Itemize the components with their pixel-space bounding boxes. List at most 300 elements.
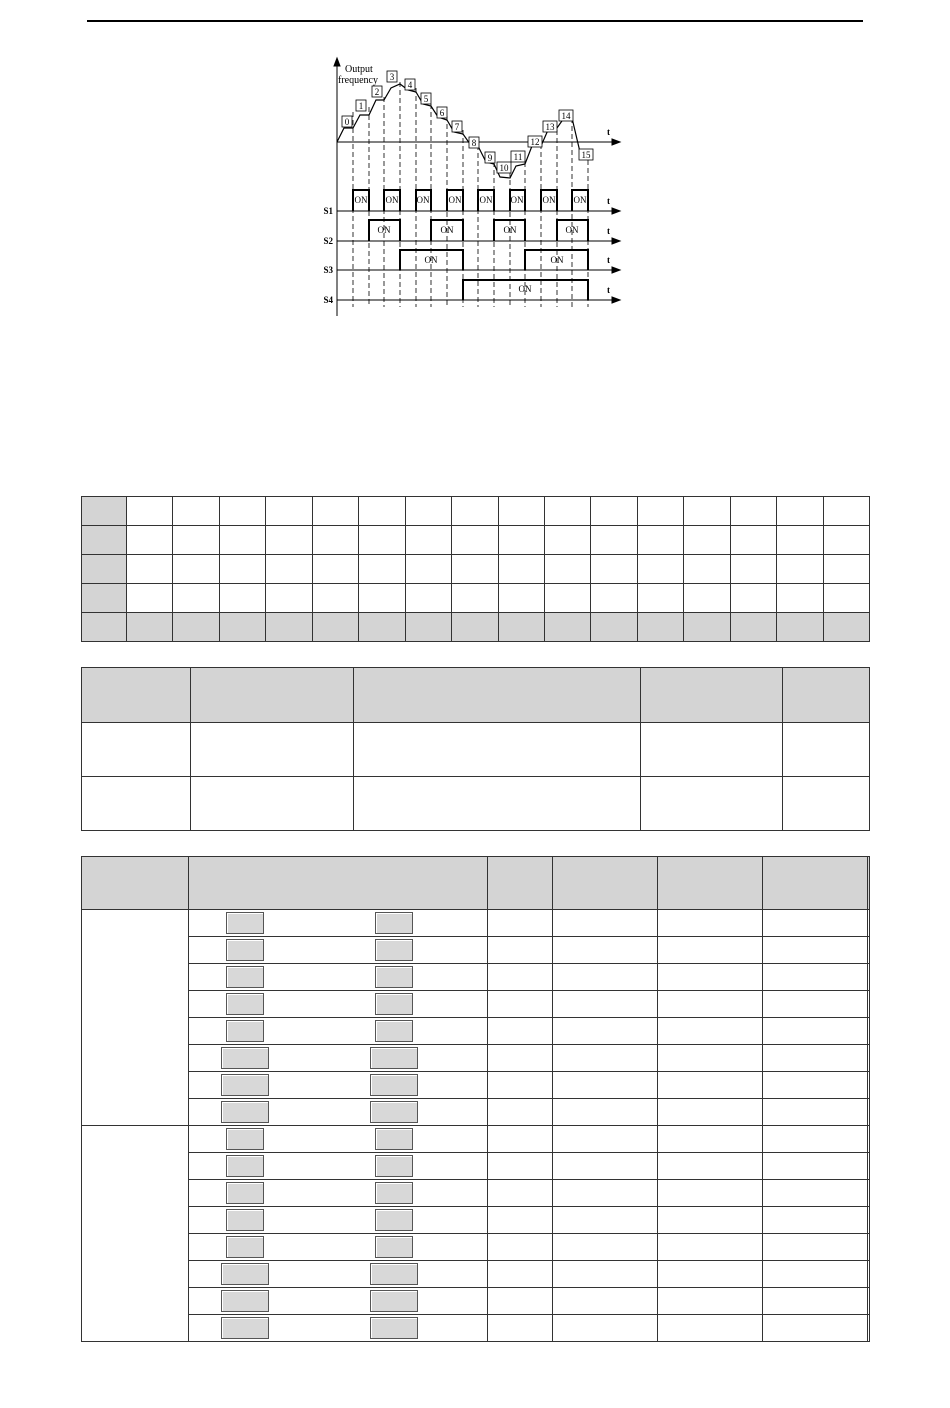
table-cell — [359, 584, 405, 613]
pulse-label: ON — [510, 195, 524, 205]
table-cell — [498, 584, 544, 613]
table-cell — [498, 497, 544, 526]
table-cell — [867, 910, 869, 937]
table-cell — [487, 1153, 552, 1180]
table-cell — [312, 526, 358, 555]
table-cell — [498, 526, 544, 555]
table-header-row — [82, 857, 870, 910]
table-cell — [552, 1045, 657, 1072]
key-button[interactable] — [375, 912, 413, 934]
table-header-cell — [191, 668, 354, 723]
table-cell — [552, 1234, 657, 1261]
table-cell — [762, 1126, 867, 1153]
table-cell — [173, 555, 219, 584]
pulse-label: ON — [565, 225, 579, 235]
key-button[interactable] — [221, 1101, 269, 1123]
table-cell — [544, 584, 590, 613]
table-row — [82, 1315, 870, 1342]
table-cell — [189, 1045, 302, 1072]
table-cell — [867, 1153, 869, 1180]
table-cell — [867, 964, 869, 991]
step-label: 7 — [454, 122, 460, 132]
table-header-cell — [657, 857, 762, 910]
pulse-label: ON — [518, 284, 532, 294]
step-label: 15 — [581, 150, 591, 160]
table-cell — [312, 555, 358, 584]
table-cell — [82, 526, 127, 555]
table-cell — [266, 584, 312, 613]
table-cell — [777, 526, 823, 555]
table-cell — [301, 964, 487, 991]
table-cell — [189, 964, 302, 991]
pulse-label: ON — [479, 195, 493, 205]
table-cell — [301, 1315, 487, 1342]
table-row — [82, 1288, 870, 1315]
table-cell — [591, 613, 637, 642]
table-cell — [266, 497, 312, 526]
time-label: t — [607, 226, 610, 236]
table-cell — [637, 497, 683, 526]
pulse-label: ON — [440, 225, 454, 235]
table-cell — [452, 613, 498, 642]
table-cell — [405, 497, 451, 526]
table-cell — [823, 497, 869, 526]
table-header-cell — [487, 857, 552, 910]
table-cell — [487, 1315, 552, 1342]
key-button[interactable] — [370, 1074, 418, 1096]
table-cell — [452, 497, 498, 526]
table-cell — [783, 723, 870, 777]
table-cell — [552, 1099, 657, 1126]
table-cell — [730, 584, 776, 613]
step-label: 6 — [439, 108, 445, 118]
key-button[interactable] — [226, 1182, 264, 1204]
table-cell — [127, 584, 173, 613]
table-cell — [189, 1072, 302, 1099]
signal-name-s2: S2 — [323, 236, 333, 246]
table-cell — [762, 1288, 867, 1315]
table-cell — [657, 1261, 762, 1288]
table-cell — [657, 1045, 762, 1072]
table-cell — [452, 555, 498, 584]
table-row — [82, 584, 870, 613]
table-header-cell — [762, 857, 867, 910]
table-cell — [552, 1288, 657, 1315]
table-cell — [657, 1099, 762, 1126]
table-row — [82, 497, 870, 526]
table-cell — [359, 555, 405, 584]
table-cell — [127, 526, 173, 555]
table-cell — [189, 1099, 302, 1126]
table-cell — [82, 497, 127, 526]
table-cell — [189, 1018, 302, 1045]
table-cell — [301, 1288, 487, 1315]
table-row — [82, 964, 870, 991]
pulse-label: ON — [354, 195, 368, 205]
key-button[interactable] — [221, 1317, 269, 1339]
table-row — [82, 777, 870, 831]
y-axis-label: Output — [345, 64, 373, 75]
table-row — [82, 1207, 870, 1234]
table-cell — [657, 910, 762, 937]
key-button[interactable] — [226, 1236, 264, 1258]
key-button[interactable] — [226, 1155, 264, 1177]
key-button[interactable] — [221, 1290, 269, 1312]
table-cell — [487, 1234, 552, 1261]
step-label: 8 — [471, 138, 477, 148]
table-cell — [301, 1072, 487, 1099]
table-cell — [867, 1315, 869, 1342]
pulse-label: ON — [503, 225, 517, 235]
table-cell — [219, 584, 265, 613]
table-cell — [552, 1153, 657, 1180]
keypad-parameter-table — [81, 856, 870, 1342]
table-cell — [867, 937, 869, 964]
table-cell — [354, 777, 641, 831]
table-cell — [867, 1072, 869, 1099]
table-cell — [266, 526, 312, 555]
step-number-labels — [342, 71, 593, 173]
table-cell — [762, 1207, 867, 1234]
table-cell — [189, 1126, 302, 1153]
table-cell — [762, 1234, 867, 1261]
s4-pulse-labels — [519, 284, 532, 294]
s1-pulse-labels — [355, 195, 587, 205]
table-cell — [359, 497, 405, 526]
table-cell — [191, 777, 354, 831]
table-cell — [762, 1018, 867, 1045]
table-cell — [487, 1261, 552, 1288]
table-cell — [657, 937, 762, 964]
key-button[interactable] — [375, 939, 413, 961]
step-signal-table — [81, 496, 870, 642]
key-button[interactable] — [221, 1263, 269, 1285]
key-button[interactable] — [226, 966, 264, 988]
s2-pulses — [369, 220, 588, 241]
table-cell — [359, 613, 405, 642]
table-cell — [405, 526, 451, 555]
table-cell — [730, 613, 776, 642]
table-cell — [762, 937, 867, 964]
table-cell — [173, 526, 219, 555]
table-cell — [867, 1099, 869, 1126]
key-button[interactable] — [370, 1101, 418, 1123]
table-cell — [487, 1072, 552, 1099]
time-label: t — [607, 127, 610, 137]
table-cell — [730, 526, 776, 555]
group-cell — [82, 1126, 189, 1342]
table-row — [82, 1180, 870, 1207]
pulse-label: ON — [385, 195, 399, 205]
table-cell — [867, 1180, 869, 1207]
step-label: 9 — [487, 153, 493, 163]
table-cell — [266, 613, 312, 642]
table-row — [82, 555, 870, 584]
table-cell — [641, 777, 783, 831]
key-button[interactable] — [226, 912, 264, 934]
table-cell — [301, 1126, 487, 1153]
table-cell — [82, 723, 191, 777]
table-cell — [405, 613, 451, 642]
table-cell — [867, 991, 869, 1018]
table-cell — [762, 964, 867, 991]
key-button[interactable] — [370, 1317, 418, 1339]
step-label: 10 — [499, 163, 509, 173]
table-cell — [657, 1018, 762, 1045]
step-label: 5 — [423, 94, 429, 104]
key-button[interactable] — [375, 966, 413, 988]
table-header-cell — [189, 857, 488, 910]
signal-name-s4: S4 — [323, 295, 333, 305]
table-cell — [219, 497, 265, 526]
table-cell — [783, 777, 870, 831]
table-cell — [189, 1234, 302, 1261]
table-cell — [552, 1315, 657, 1342]
table-cell — [684, 555, 730, 584]
time-label: t — [607, 196, 610, 206]
table-cell — [762, 1072, 867, 1099]
table-header-cell — [641, 668, 783, 723]
table-cell — [762, 991, 867, 1018]
table-cell — [189, 937, 302, 964]
key-button[interactable] — [370, 1263, 418, 1285]
time-label: t — [607, 285, 610, 295]
table-cell — [762, 910, 867, 937]
table-cell — [657, 1072, 762, 1099]
table-cell — [219, 555, 265, 584]
table-cell — [657, 964, 762, 991]
key-button[interactable] — [370, 1290, 418, 1312]
table-cell — [544, 526, 590, 555]
table-cell — [762, 1153, 867, 1180]
table-cell — [82, 555, 127, 584]
table-cell — [762, 1261, 867, 1288]
key-button[interactable] — [226, 1020, 264, 1042]
table-cell — [354, 723, 641, 777]
table-cell — [82, 777, 191, 831]
step-label: 12 — [530, 137, 540, 147]
table-header-cell — [82, 668, 191, 723]
table-cell — [219, 526, 265, 555]
table-cell — [657, 1288, 762, 1315]
table-cell — [487, 1099, 552, 1126]
table-cell — [487, 964, 552, 991]
key-button[interactable] — [375, 1128, 413, 1150]
table-cell — [823, 526, 869, 555]
table-cell — [487, 937, 552, 964]
key-button[interactable] — [375, 1020, 413, 1042]
table-cell — [684, 497, 730, 526]
table-cell — [487, 1045, 552, 1072]
table-cell — [657, 1234, 762, 1261]
table-row — [82, 937, 870, 964]
y-axis-arrow — [334, 58, 340, 66]
key-button[interactable] — [375, 1236, 413, 1258]
table-cell — [189, 1180, 302, 1207]
table-cell — [777, 497, 823, 526]
pulse-label: ON — [377, 225, 391, 235]
table-cell — [762, 1099, 867, 1126]
key-button[interactable] — [375, 1182, 413, 1204]
multi-step-speed-timing-diagram — [300, 52, 640, 322]
table-cell — [127, 613, 173, 642]
table-cell — [762, 1315, 867, 1342]
key-button[interactable] — [226, 993, 264, 1015]
table-cell — [867, 1045, 869, 1072]
table-cell — [312, 613, 358, 642]
table-cell — [487, 1180, 552, 1207]
table-cell — [657, 991, 762, 1018]
table-cell — [301, 1234, 487, 1261]
table-cell — [452, 584, 498, 613]
step-label: 14 — [561, 111, 571, 121]
table-cell — [637, 584, 683, 613]
table-cell — [312, 584, 358, 613]
table-cell — [487, 1288, 552, 1315]
table-cell — [301, 1045, 487, 1072]
table-cell — [301, 937, 487, 964]
table-cell — [189, 1288, 302, 1315]
key-button[interactable] — [370, 1047, 418, 1069]
table-cell — [498, 555, 544, 584]
table-cell — [657, 1207, 762, 1234]
key-button[interactable] — [221, 1074, 269, 1096]
table-cell — [552, 937, 657, 964]
step-label: 4 — [407, 80, 413, 90]
table-row — [82, 1126, 870, 1153]
table-cell — [301, 1207, 487, 1234]
table-header-cell — [867, 857, 869, 910]
table-row — [82, 1099, 870, 1126]
pulse-label: ON — [550, 255, 564, 265]
table-cell — [641, 723, 783, 777]
table-cell — [552, 1126, 657, 1153]
table-cell — [487, 1126, 552, 1153]
table-row — [82, 1045, 870, 1072]
table-cell — [552, 1207, 657, 1234]
step-label: 2 — [374, 87, 380, 97]
table-cell — [405, 584, 451, 613]
key-button[interactable] — [226, 1209, 264, 1231]
table-cell — [189, 1207, 302, 1234]
table-cell — [591, 584, 637, 613]
table-cell — [867, 1126, 869, 1153]
table-cell — [552, 1072, 657, 1099]
table-row — [82, 1072, 870, 1099]
table-cell — [498, 613, 544, 642]
table-cell — [544, 613, 590, 642]
signal-name-s3: S3 — [323, 265, 333, 275]
table-row — [82, 1153, 870, 1180]
table-cell — [552, 964, 657, 991]
table-cell — [173, 613, 219, 642]
table-cell — [301, 1261, 487, 1288]
key-button[interactable] — [375, 1155, 413, 1177]
pulse-label: ON — [448, 195, 462, 205]
step-label: 0 — [344, 117, 350, 127]
table-cell — [452, 526, 498, 555]
pulse-label: ON — [573, 195, 587, 205]
table-cell — [867, 1261, 869, 1288]
table-cell — [301, 991, 487, 1018]
table-header-row — [82, 668, 870, 723]
pulse-label: ON — [424, 255, 438, 265]
key-button[interactable] — [226, 939, 264, 961]
top-rule — [87, 20, 863, 22]
table-cell — [405, 555, 451, 584]
table-cell — [189, 1261, 302, 1288]
table-cell — [127, 497, 173, 526]
table-row — [82, 526, 870, 555]
table-cell — [301, 1018, 487, 1045]
table-cell — [657, 1153, 762, 1180]
key-button[interactable] — [375, 1209, 413, 1231]
table-cell — [867, 1234, 869, 1261]
table-cell — [591, 526, 637, 555]
table-cell — [591, 555, 637, 584]
table-cell — [823, 584, 869, 613]
table-cell — [82, 584, 127, 613]
table-row — [82, 991, 870, 1018]
table-cell — [544, 497, 590, 526]
table-cell — [777, 613, 823, 642]
table-cell — [552, 1180, 657, 1207]
table-cell — [544, 555, 590, 584]
table-cell — [487, 910, 552, 937]
table-cell — [867, 1207, 869, 1234]
table-cell — [82, 613, 127, 642]
signal-name-s1: S1 — [323, 206, 333, 216]
table-cell — [301, 1180, 487, 1207]
step-label: 13 — [545, 122, 555, 132]
table-cell — [359, 526, 405, 555]
table-cell — [301, 1099, 487, 1126]
table-cell — [777, 584, 823, 613]
table-cell — [189, 910, 302, 937]
table-cell — [219, 613, 265, 642]
key-button[interactable] — [375, 993, 413, 1015]
table-row — [82, 723, 870, 777]
table-cell — [684, 613, 730, 642]
pulse-label: ON — [542, 195, 556, 205]
parameter-table — [81, 667, 870, 831]
table-cell — [173, 497, 219, 526]
key-button[interactable] — [221, 1047, 269, 1069]
table-row — [82, 613, 870, 642]
table-row — [82, 1234, 870, 1261]
table-row — [82, 1261, 870, 1288]
table-cell — [777, 555, 823, 584]
table-header-cell — [82, 857, 189, 910]
pulse-label: ON — [416, 195, 430, 205]
key-button[interactable] — [226, 1128, 264, 1150]
table-cell — [730, 497, 776, 526]
table-cell — [189, 1315, 302, 1342]
group-cell — [82, 910, 189, 1126]
table-cell — [487, 1018, 552, 1045]
table-cell — [684, 526, 730, 555]
table-header-cell — [552, 857, 657, 910]
table-cell — [189, 991, 302, 1018]
table-cell — [657, 1126, 762, 1153]
table-cell — [637, 526, 683, 555]
table-cell — [552, 910, 657, 937]
table-cell — [301, 910, 487, 937]
table-header-cell — [783, 668, 870, 723]
table-cell — [189, 1153, 302, 1180]
table-cell — [657, 1180, 762, 1207]
y-axis-label: frequency — [338, 75, 378, 86]
